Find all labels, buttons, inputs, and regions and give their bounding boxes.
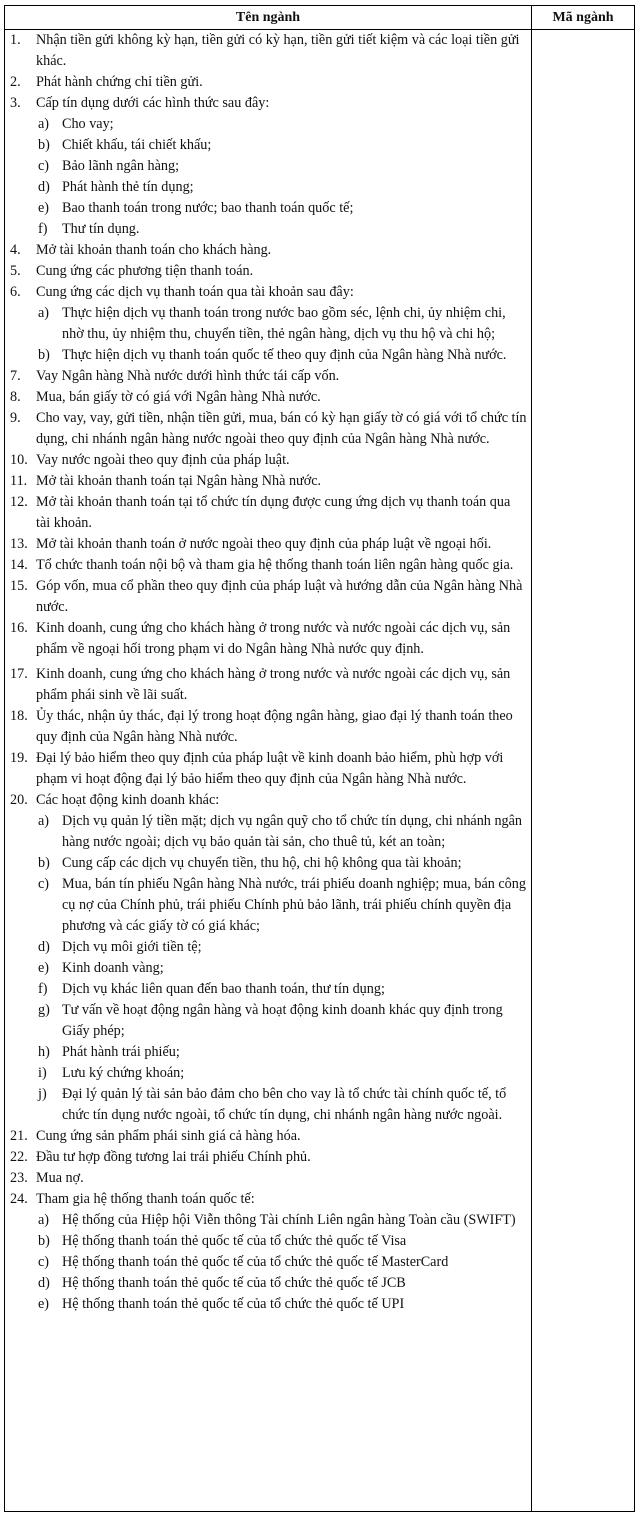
list-item (5, 30, 527, 72)
item-number: a) (38, 1212, 50, 1228)
item-text: Ủy thác, nhận ủy thác, đại lý trong hoạt động ngân hàng, giao đại lý thanh toán theo quy định của Ngân hàng Nhà nước. (36, 708, 513, 745)
item-text: Lưu ký chứng khoán; (62, 1065, 185, 1081)
item-text: Kinh doanh vàng; (62, 960, 164, 976)
list-item (5, 664, 527, 706)
item-number: 6. (10, 284, 21, 300)
item-text: Vay Ngân hàng Nhà nước dưới hình thức tái cấp vốn. (36, 368, 340, 384)
item-number: 12. (10, 494, 28, 510)
item-number: 24. (10, 1191, 28, 1207)
item-text: Kinh doanh, cung ứng cho khách hàng ở trong nước và nước ngoài các dịch vụ, sản phẩm phái sinh về lãi suất. (36, 666, 511, 703)
sub-list-item (5, 1294, 527, 1315)
list-item (5, 387, 527, 408)
list-item (5, 1189, 527, 1210)
item-text: Hệ thống của Hiệp hội Viễn thông Tài chính Liên ngân hàng Toàn cầu (SWIFT) (62, 1212, 516, 1228)
item-text: Cho vay; (62, 116, 114, 132)
item-number: i) (38, 1065, 47, 1081)
item-text: Hệ thống thanh toán thẻ quốc tế của tổ chức thẻ quốc tế UPI (62, 1296, 405, 1312)
header-ten-nganh: Tên ngành (235, 10, 301, 25)
sub-list-item (5, 1084, 527, 1126)
item-number: 20. (10, 792, 28, 808)
item-number: a) (38, 813, 50, 829)
sub-list-item (5, 156, 527, 177)
item-number: 14. (10, 557, 28, 573)
sub-list-item (5, 811, 527, 853)
item-text: Thực hiện dịch vụ thanh toán quốc tế theo quy định của Ngân hàng Nhà nước. (62, 347, 507, 363)
item-text: Cho vay, vay, gửi tiền, nhận tiền gửi, mua, bán có kỳ hạn giấy tờ có giá với tổ chức tín dụng, chi nhánh ngân hàng nước ngoài theo quy định của Ngân hàng Nhà nước. (36, 410, 527, 447)
item-number: g) (38, 1002, 50, 1018)
item-number: 19. (10, 750, 28, 766)
item-text: Thực hiện dịch vụ thanh toán trong nước bao gồm séc, lệnh chi, ủy nhiệm chi, nhờ thu, ủy nhiệm thu, chuyển tiền, thẻ ngân hàng, dịch vụ thu hộ và chi hộ; (62, 305, 506, 342)
list-item (5, 555, 527, 576)
item-text: Mở tài khoản thanh toán tại Ngân hàng Nhà nước. (36, 473, 322, 489)
sub-list-item (5, 114, 527, 135)
sub-list-item (5, 135, 527, 156)
list-item (5, 240, 527, 261)
item-number: 23. (10, 1170, 28, 1186)
item-number: a) (38, 305, 50, 321)
item-number: c) (38, 1254, 50, 1270)
item-text: Hệ thống thanh toán thẻ quốc tế của tổ chức thẻ quốc tế MasterCard (62, 1254, 449, 1270)
item-number: e) (38, 1296, 50, 1312)
item-text: Đại lý quản lý tài sản bảo đảm cho bên cho vay là tổ chức tài chính quốc tế, tổ chức tín dụng nước ngoài, tổ chức tín dụng, chi nhánh ngân hàng nước ngoài. (62, 1086, 507, 1123)
item-text: Chiết khấu, tái chiết khấu; (62, 137, 212, 153)
item-text: Góp vốn, mua cổ phần theo quy định của pháp luật và hướng dẫn của Ngân hàng Nhà nước. (36, 578, 523, 615)
item-text: Cung ứng sản phẩm phái sinh giá cả hàng hóa. (36, 1128, 301, 1144)
item-text: Phát hành trái phiếu; (62, 1044, 180, 1060)
item-number: 2. (10, 74, 21, 90)
item-text: Tư vấn về hoạt động ngân hàng và hoạt động kinh doanh khác quy định trong Giấy phép; (62, 1002, 503, 1039)
item-number: a) (38, 116, 50, 132)
item-number: 1. (10, 32, 21, 48)
item-number: 15. (10, 578, 28, 594)
item-text: Đầu tư hợp đồng tương lai trái phiếu Chính phủ. (36, 1149, 311, 1165)
list-item (5, 492, 527, 534)
sub-list-item (5, 345, 527, 366)
item-text: Phát hành chứng chỉ tiền gửi. (36, 74, 203, 90)
list-item (5, 282, 527, 303)
sub-list-item (5, 303, 527, 345)
item-text: Phát hành thẻ tín dụng; (62, 179, 194, 195)
item-number: 10. (10, 452, 28, 468)
item-number: 11. (10, 473, 28, 489)
sub-list-item (5, 1273, 527, 1294)
item-number: e) (38, 960, 50, 976)
list-item (5, 366, 527, 387)
item-text: Dịch vụ môi giới tiền tệ; (62, 939, 202, 955)
item-number: 21. (10, 1128, 28, 1144)
item-text: Tổ chức thanh toán nội bộ và tham gia hệ thống thanh toán liên ngân hàng quốc gia. (36, 557, 514, 573)
item-number: 17. (10, 666, 28, 682)
item-number: h) (38, 1044, 50, 1060)
item-number: b) (38, 347, 50, 363)
list-item (5, 471, 527, 492)
item-text: Cung cấp các dịch vụ chuyển tiền, thu hộ, chi hộ không qua tài khoản; (62, 855, 462, 871)
list-item (5, 706, 527, 748)
sub-list-item (5, 177, 527, 198)
list-item (5, 1147, 527, 1168)
item-text: Dịch vụ khác liên quan đến bao thanh toán, thư tín dụng; (62, 981, 385, 997)
item-text: Hệ thống thanh toán thẻ quốc tế của tổ chức thẻ quốc tế JCB (62, 1275, 406, 1291)
list-item (5, 576, 527, 618)
item-text: Đại lý bảo hiểm theo quy định của pháp luật về kinh doanh bảo hiểm, phù hợp với phạm vi hoạt động đại lý bảo hiểm theo quy định của Ngân hàng Nhà nước. (36, 750, 504, 787)
header-ma-nganh: Mã ngành (552, 10, 614, 25)
item-text: Bảo lãnh ngân hàng; (62, 158, 180, 174)
item-number: 3. (10, 95, 21, 111)
item-number: d) (38, 939, 50, 955)
item-text: Mua, bán giấy tờ có giá với Ngân hàng Nhà nước. (36, 389, 321, 405)
sub-list-item (5, 1042, 527, 1063)
sub-list-item (5, 874, 527, 937)
item-number: 4. (10, 242, 21, 258)
item-text: Mua nợ. (36, 1170, 84, 1186)
item-number: b) (38, 855, 50, 871)
item-text: Mua, bán tín phiếu Ngân hàng Nhà nước, trái phiếu doanh nghiệp; mua, bán công cụ nợ của Chính phủ, trái phiếu Chính phủ bảo lãnh, trái phiếu chính quyền địa phương và các giấy tờ có giá khác; (62, 876, 526, 934)
item-number: c) (38, 876, 50, 892)
item-number: d) (38, 179, 50, 195)
item-text: Thư tín dụng. (62, 221, 140, 237)
sub-list-item (5, 979, 527, 1000)
item-number: 7. (10, 368, 21, 384)
table-header (5, 6, 634, 30)
item-number: 18. (10, 708, 28, 724)
item-number: d) (38, 1275, 50, 1291)
item-number: e) (38, 200, 50, 216)
item-number: c) (38, 158, 50, 174)
item-number: 9. (10, 410, 21, 426)
item-text: Cấp tín dụng dưới các hình thức sau đây: (36, 95, 270, 111)
sub-list-item (5, 958, 527, 979)
list-item (5, 534, 527, 555)
list-item (5, 450, 527, 471)
item-number: 8. (10, 389, 21, 405)
item-text: Vay nước ngoài theo quy định của pháp luật. (36, 452, 290, 468)
item-text: Bao thanh toán trong nước; bao thanh toán quốc tế; (62, 200, 354, 216)
item-number: f) (38, 221, 48, 237)
list-item (5, 618, 527, 660)
item-text: Kinh doanh, cung ứng cho khách hàng ở trong nước và nước ngoài các dịch vụ, sản phẩm về ngoại hối trong phạm vi do Ngân hàng Nhà nước quy định. (36, 620, 511, 657)
list-item (5, 1168, 527, 1189)
list-item (5, 261, 527, 282)
list-item (5, 1126, 527, 1147)
column-divider (531, 6, 532, 1511)
sub-list-item (5, 937, 527, 958)
item-number: 13. (10, 536, 28, 552)
item-text: Tham gia hệ thống thanh toán quốc tế: (36, 1191, 255, 1207)
item-text: Mở tài khoản thanh toán cho khách hàng. (36, 242, 272, 258)
list-item (5, 748, 527, 790)
sub-list-item (5, 219, 527, 240)
business-lines-table (4, 5, 635, 1512)
item-number: 5. (10, 263, 21, 279)
item-number: j) (38, 1086, 47, 1102)
list-item (5, 790, 527, 811)
sub-list-item (5, 853, 527, 874)
list-item (5, 72, 527, 93)
item-number: b) (38, 1233, 50, 1249)
item-text: Cung ứng các phương tiện thanh toán. (36, 263, 254, 279)
sub-list-item (5, 1063, 527, 1084)
item-text: Các hoạt động kinh doanh khác: (36, 792, 220, 808)
item-number: f) (38, 981, 48, 997)
list-item (5, 93, 527, 114)
item-text: Dịch vụ quản lý tiền mặt; dịch vụ ngân quỹ cho tổ chức tín dụng, chi nhánh ngân hàng nước ngoài; dịch vụ bảo quản tài sản, cho thuê tủ, két an toàn; (62, 813, 523, 850)
item-number: b) (38, 137, 50, 153)
sub-list-item (5, 1231, 527, 1252)
item-number: 22. (10, 1149, 28, 1165)
list-item (5, 408, 527, 450)
item-text: Hệ thống thanh toán thẻ quốc tế của tổ chức thẻ quốc tế Visa (62, 1233, 407, 1249)
sub-list-item (5, 198, 527, 219)
sub-list-item (5, 1210, 527, 1231)
table-body (5, 30, 531, 1315)
item-text: Cung ứng các dịch vụ thanh toán qua tài khoản sau đây: (36, 284, 354, 300)
item-number: 16. (10, 620, 28, 636)
item-text: Mở tài khoản thanh toán ở nước ngoài theo quy định của pháp luật về ngoại hối. (36, 536, 492, 552)
item-text: Mở tài khoản thanh toán tại tổ chức tín dụng được cung ứng dịch vụ thanh toán qua tài khoản. (36, 494, 511, 531)
sub-list-item (5, 1252, 527, 1273)
sub-list-item (5, 1000, 527, 1042)
item-text: Nhận tiền gửi không kỳ hạn, tiền gửi có kỳ hạn, tiền gửi tiết kiệm và các loại tiền gửi khác. (36, 32, 520, 69)
